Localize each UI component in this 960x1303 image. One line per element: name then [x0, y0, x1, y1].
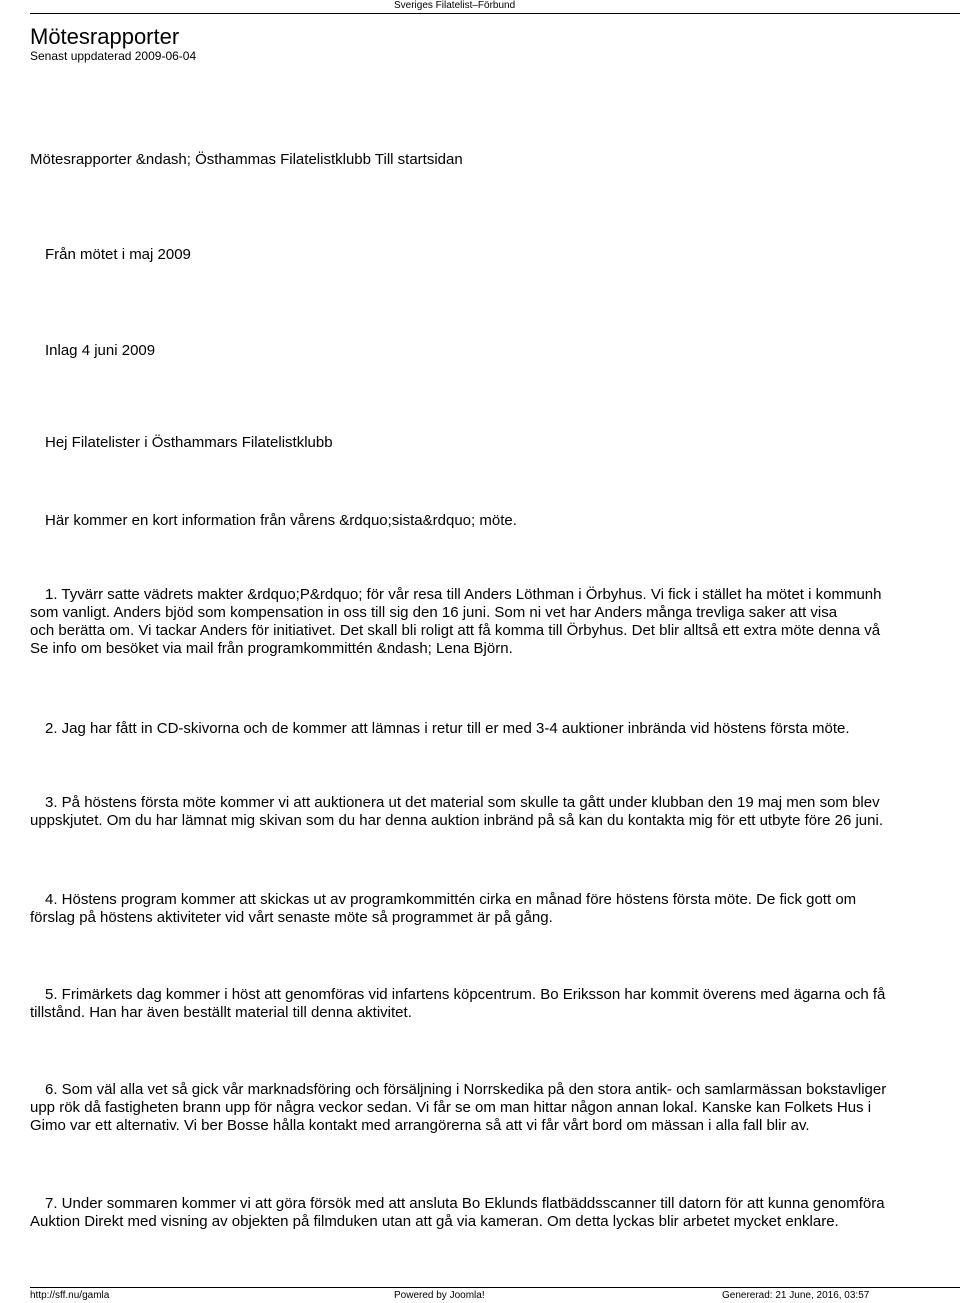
footer-divider	[30, 1287, 960, 1288]
page-title: Mötesrapporter	[30, 24, 180, 49]
paragraph-line: 6. Som väl alla vet så gick vår marknadsföring och försäljning i Norrskedika på den stora antik- och samlarmässan bokstavliger	[45, 1081, 887, 1098]
news-item-6	[30, 1081, 886, 1135]
paragraph-line: Auktion Direkt med visning av objekten på filmduken utan att gå via kameran. Om detta lyckas blir arbetet mycket enklare.	[30, 1213, 839, 1230]
paragraph-line: 1. Tyvärr satte vädrets makter &rdquo;P&rdquo; för vår resa till Anders Löthman i Örbyhus. Vi fick i stället ha mötet i kommunh	[45, 586, 882, 603]
breadcrumb: Mötesrapporter &ndash; Östhammas Filatelistklubb Till startsidan	[30, 151, 463, 168]
paragraph-line: och berätta om. Vi tackar Anders för initiativet. Det skall bli roligt att få komma till Örbyhus. Det blir alltså ett extra möte denna vå	[30, 622, 881, 639]
footer-url: http://sff.nu/gamla	[30, 1290, 110, 1301]
paragraph-line: som vanligt. Anders bjöd som kompensation in oss till sig den 16 juni. Som ni vet har Anders många trevliga saker att visa	[30, 604, 838, 621]
footer-generated: Genererad: 21 June, 2016, 03:57	[722, 1290, 870, 1301]
paragraph-line: uppskjutet. Om du har lämnat mig skivan som du har denna auktion inbränd på så kan du kontakta mig för ett utbyte före 26 juni.	[30, 812, 883, 829]
footer-powered-by: Powered by Joomla!	[394, 1290, 485, 1301]
greeting: Hej Filatelister i Östhammars Filatelistklubb	[45, 434, 333, 451]
paragraph-line: upp rök då fastigheten brann upp för några veckor sedan. Vi får se om man hittar någon annan lokal. Kanske kan Folkets Hus i	[30, 1099, 872, 1116]
paragraph-line: 3. På höstens första möte kommer vi att auktionera ut det material som skulle ta gått under klubban den 19 maj men som blev	[45, 794, 880, 811]
news-item-4	[30, 891, 856, 927]
paragraph-line: 7. Under sommaren kommer vi att göra försök med att ansluta Bo Eklunds flatbäddsscanner till datorn för att kunna genomföra	[45, 1195, 885, 1212]
news-item-3	[30, 794, 883, 830]
news-item-5	[30, 986, 885, 1022]
intro-text: Här kommer en kort information från vårens &rdquo;sista&rdquo; möte.	[45, 512, 517, 529]
paragraph-line: 4. Höstens program kommer att skickas ut av programkommittén cirka en månad före höstens första möte. De fick gott om	[45, 891, 857, 908]
posted-date: Inlag 4 juni 2009	[45, 342, 156, 359]
paragraph-line: Se info om besöket via mail från programkommittén &ndash; Lena Björn.	[30, 640, 513, 657]
paragraph-line: förslag på höstens aktiviteter vid vårt senaste möte så programmet är på gång.	[30, 909, 553, 926]
site-name: Sveriges Filatelist–Förbund	[394, 0, 516, 11]
meeting-heading: Från mötet i maj 2009	[45, 246, 191, 263]
news-item-2	[30, 720, 850, 738]
paragraph-line: 2. Jag har fått in CD-skivorna och de kommer att lämnas i retur till er med 3-4 auktioner inbrända vid höstens första möte.	[45, 720, 850, 737]
news-item-7	[30, 1195, 885, 1231]
paragraph-line: 5. Frimärkets dag kommer i höst att genomföras vid infartens köpcentrum. Bo Eriksson har kommit överens med ägarna och få	[45, 986, 886, 1003]
last-updated: Senast uppdaterad 2009-06-04	[30, 49, 197, 63]
news-item-1	[30, 586, 881, 658]
paragraph-line: tillstånd. Han har även beställt material till denna aktivitet.	[30, 1004, 412, 1021]
paragraph-line: Gimo var ett alternativ. Vi ber Bosse hålla kontakt med arrangörerna så att vi får vårt bord om mässan i alla fall blir av.	[30, 1117, 810, 1134]
header-divider	[30, 13, 960, 14]
